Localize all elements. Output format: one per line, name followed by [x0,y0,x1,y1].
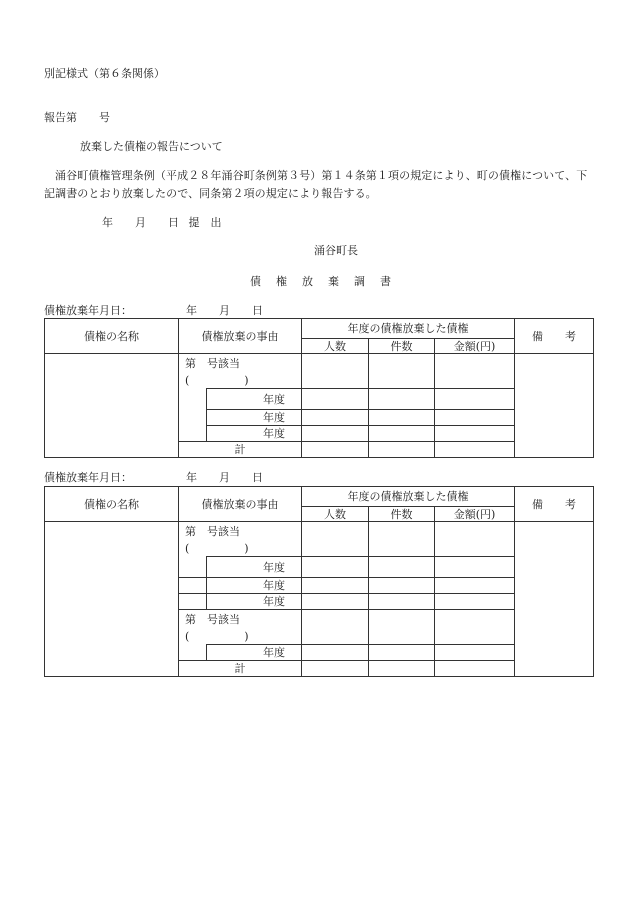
header-persons: 人数 [302,507,369,522]
header-remarks: 備 考 [515,487,594,522]
cell-persons [302,610,369,645]
cell-count [369,645,435,661]
cell-persons [302,557,369,578]
abandonment-table-1 [44,318,594,458]
cell-count [369,389,435,410]
cell-count [369,522,435,557]
submission-date: 年 月 日 提 出 [102,216,222,229]
cell-count [369,610,435,645]
cell-claim-name [45,354,179,458]
cell-count [369,410,435,426]
year-row: 年度 [207,645,302,661]
header-reason: 債権放棄の事由 [179,319,302,354]
cell-persons [302,661,369,677]
cell-count [369,661,435,677]
cell-indent [179,645,207,661]
cell-indent [179,557,207,578]
header-amount: 金額(円) [435,507,515,522]
header-count: 件数 [369,339,435,354]
cell-indent [179,389,207,442]
clause-paren: ( ) [185,630,249,643]
header-remarks: 備 考 [515,319,594,354]
cell-amount [435,645,515,661]
cell-persons [302,426,369,442]
header-group: 年度の債権放棄した債権 [302,487,515,507]
cell-count [369,426,435,442]
cell-amount [435,578,515,594]
year-row: 年度 [207,426,302,442]
header-amount: 金額(円) [435,339,515,354]
cell-amount [435,389,515,410]
cell-amount [435,426,515,442]
cell-persons [302,578,369,594]
header-group: 年度の債権放棄した債権 [302,319,515,339]
cell-amount [435,442,515,458]
body-paragraph: 涌谷町債権管理条例（平成２８年涌谷町条例第３号）第１４条第１項の規定により、町の債権について、下記調書のとおり放棄したので、同条第２項の規定により報告する。 [44,169,588,200]
clause-text: 第 号該当 [185,357,240,370]
header-name: 債権の名称 [45,487,179,522]
clause-text: 第 号該当 [185,613,240,626]
total-row: 計 [179,442,302,458]
signer: 涌谷町長 [314,244,358,257]
clause-text: 第 号該当 [185,525,240,538]
cell-amount [435,410,515,426]
document-title: 債 権 放 棄 調 書 [250,275,393,288]
year-row: 年度 [207,410,302,426]
cell-clause [179,354,302,389]
cell-indent [179,594,207,610]
cell-persons [302,522,369,557]
report-number: 報告第 号 [44,111,110,124]
cell-count [369,442,435,458]
cell-persons [302,389,369,410]
year-row: 年度 [207,578,302,594]
total-row: 計 [179,661,302,677]
abandon-date-value: 年 月 日 [186,471,263,484]
cell-count [369,594,435,610]
clause-paren: ( ) [185,374,249,387]
abandonment-table-2 [44,486,594,677]
cell-amount [435,522,515,557]
abandon-date-value: 年 月 日 [186,304,263,317]
cell-amount [435,661,515,677]
cell-amount [435,557,515,578]
cell-amount [435,610,515,645]
report-subject: 放棄した債権の報告について [80,140,223,153]
cell-remarks [515,354,594,458]
cell-remarks [515,522,594,677]
cell-claim-name [45,522,179,677]
year-row: 年度 [207,557,302,578]
cell-indent [179,578,207,594]
header-count: 件数 [369,507,435,522]
clause-paren: ( ) [185,542,249,555]
cell-persons [302,442,369,458]
cell-persons [302,354,369,389]
cell-count [369,557,435,578]
year-row: 年度 [207,594,302,610]
abandon-date-label: 債権放棄年月日： [44,471,132,484]
cell-persons [302,594,369,610]
cell-count [369,578,435,594]
cell-count [369,354,435,389]
cell-clause [179,522,302,557]
cell-amount [435,594,515,610]
cell-persons [302,410,369,426]
cell-clause [179,610,302,645]
header-name: 債権の名称 [45,319,179,354]
year-row: 年度 [207,389,302,410]
abandon-date-label: 債権放棄年月日： [44,304,132,317]
cell-persons [302,645,369,661]
header-persons: 人数 [302,339,369,354]
cell-amount [435,354,515,389]
header-reason: 債権放棄の事由 [179,487,302,522]
form-reference: 別記様式（第６条関係） [44,67,165,80]
